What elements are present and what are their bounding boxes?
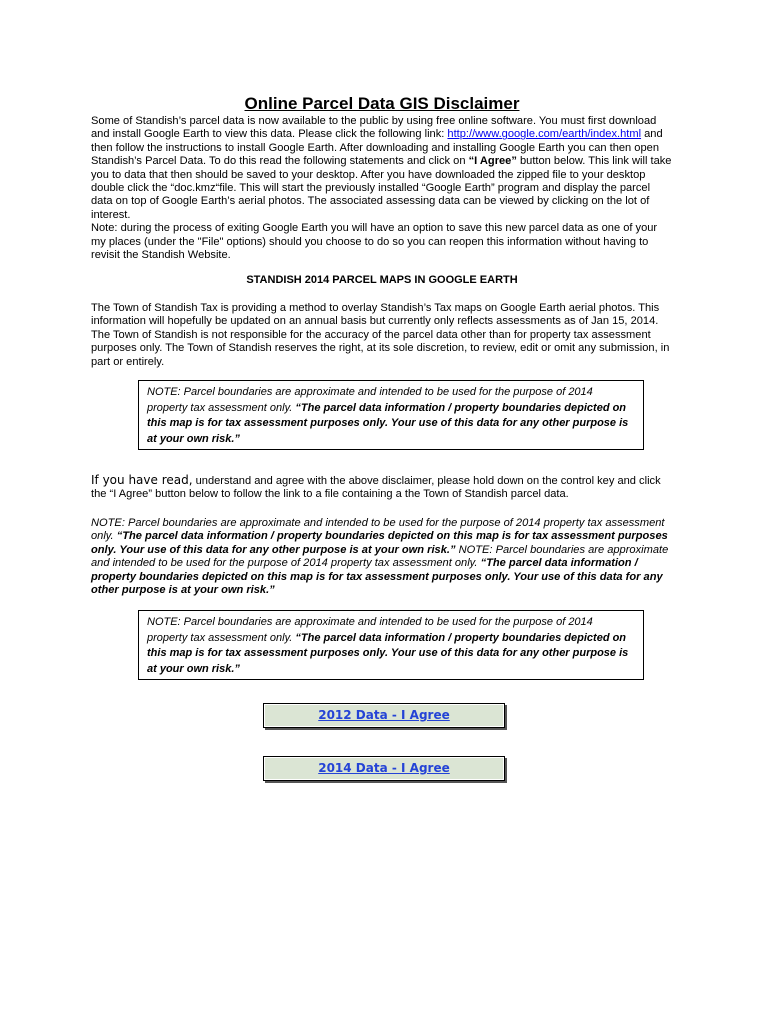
agree-emphasis: “I Agree” <box>468 155 517 168</box>
disclaimer-note-italic: NOTE: Parcel boundaries are approximate and intended to be used for the purpose of 2014 property tax assessment only. <box>147 386 593 414</box>
intro-paragraph <box>91 115 673 262</box>
intro-text-1: Some of Standish’s parcel data is now available to the public by using free online software. You must first download and install Google Earth to view this data. Please click the following link: <box>91 115 657 141</box>
agree-2014-label[interactable]: 2014 Data - I Agree <box>318 761 450 775</box>
repeat-note-paragraph <box>91 517 673 597</box>
agree-2012-button[interactable] <box>263 703 505 728</box>
disclaimer-note-bold: “The parcel data information / property boundaries depicted on this map is for tax assessment purposes only. Your use of this data for any other purpose is at your own risk.” <box>147 401 629 445</box>
agree-rest: understand and agree with the above disclaimer, please hold down on the control key and click the “I Agree” button below to follow the link to a file containing a the Town of Standish parcel data. <box>91 475 661 501</box>
page-title: Online Parcel Data GIS Disclaimer <box>244 94 520 113</box>
agree-2012-label[interactable]: 2012 Data - I Agree <box>318 708 450 722</box>
agree-lead: If you have read, <box>91 473 193 487</box>
repeat-note-c: NOTE: Parcel boundaries are approximate and intended to be used for the purpose of 2014 property tax assessment only. <box>91 543 669 570</box>
exit-note: Note: during the process of exiting Google Earth you will have an option to save this new parcel data as one of your my places (under the "File" options) should you choose to do so you can reopen this information without having to revisit the Standish Website. <box>91 222 658 262</box>
agree-2014-button[interactable] <box>263 756 505 781</box>
google-earth-link[interactable]: http://www.google.com/earth/index.html <box>447 128 642 141</box>
repeat-note-d: “The parcel data information / property boundaries depicted on this map is for tax assessment purposes only. Your use of this data for any other purpose is at your own risk.” <box>91 557 663 597</box>
disclaimer-box-2 <box>138 610 644 680</box>
repeat-note-a: NOTE: Parcel boundaries are approximate and intended to be used for the purpose of 2014 property tax assessment only. <box>91 517 665 543</box>
disclaimer-note-bold-2: “The parcel data information / property boundaries depicted on this map is for tax assessment purposes only. Your use of this data for any other purpose is at your own risk.” <box>147 631 629 675</box>
disclaimer-box-1 <box>138 380 644 450</box>
repeat-note-b: “The parcel data information / property boundaries depicted on this map is for tax assessment purposes only. Your use of this data for any other purpose is at your own risk.” <box>91 530 668 556</box>
disclaimer-note-italic-2: NOTE: Parcel boundaries are approximate and intended to be used for the purpose of 2014 property tax assessment only. <box>147 616 593 644</box>
intro-text-2: and then follow the instructions to install Google Earth. After downloading and installing Google Earth you can then open Standish’s Parcel Data. To do this read the following statements and click on <box>91 128 663 168</box>
town-paragraph: The Town of Standish Tax is providing a method to overlay Standish’s Tax maps on Google Earth aerial photos. This information will hopefully be updated on an annual basis but currently only reflects assessments as of Jan 15, 2014. The Town of Standish is not responsible for the accuracy of the parcel data other than for property tax assessment purposes only. The Town of Standish reserves the right, at its sole discretion, to review, edit or omit any submission, in part or entirely. <box>91 302 670 368</box>
intro-text-3: button below. This link will take you to data that then should be saved to your desktop. After you have downloaded the zipped file to your desktop double click the “doc.kmz“file. This will start the previously installed “Google Earth” program and display the parcel data on top of Google Earth’s aerial photos. The associated assessing data can be viewed by clicking on the lot of interest. <box>91 155 672 221</box>
section-heading: STANDISH 2014 PARCEL MAPS IN GOOGLE EARTH <box>246 274 518 286</box>
agree-paragraph <box>91 474 673 502</box>
